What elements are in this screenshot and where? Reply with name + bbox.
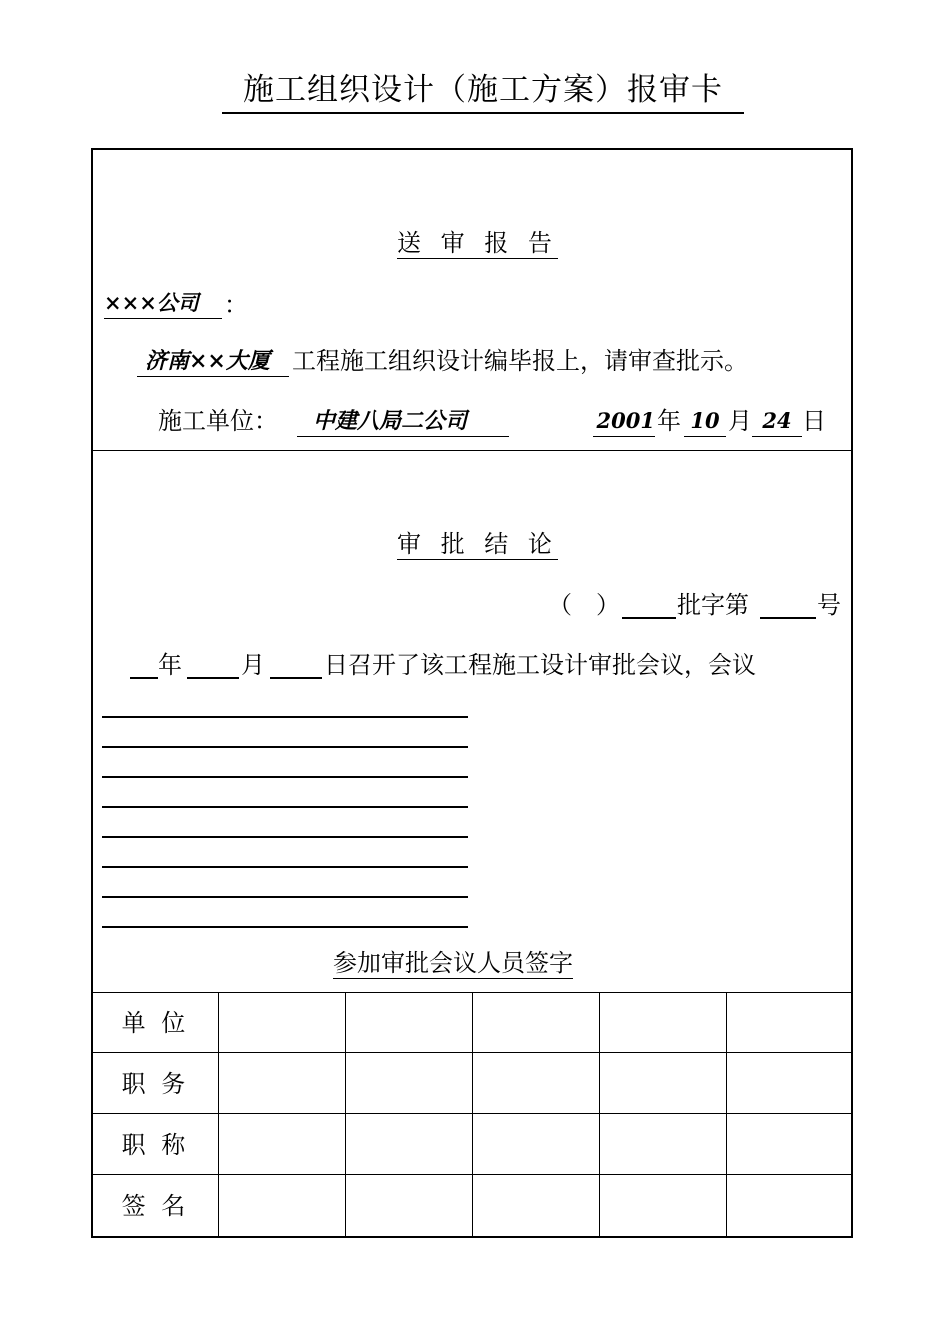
- meeting-year-blank[interactable]: [130, 677, 158, 679]
- conclusion-line[interactable]: [102, 866, 468, 868]
- approval-serial-blank[interactable]: [760, 617, 816, 619]
- conclusion-line[interactable]: [102, 896, 468, 898]
- row-label-unit: 单 位: [121, 1009, 190, 1037]
- row-label-signature: 签 名: [121, 1192, 190, 1220]
- approval-number-blank[interactable]: [622, 617, 676, 619]
- signature-table-col-divider: [345, 992, 346, 1236]
- signature-table-col-divider: [472, 992, 473, 1236]
- unit-value: 中建八局二公司: [297, 406, 509, 437]
- report-day: 24: [752, 406, 802, 437]
- project-name: 济南××大厦: [137, 346, 289, 377]
- report-body-text: 工程施工组织设计编毕报上，请审查批示。: [292, 347, 748, 375]
- report-day-label: 日: [802, 407, 826, 435]
- signatures-heading: 参加审批会议人员签字: [333, 949, 573, 977]
- report-year: 2001: [593, 406, 655, 437]
- meeting-month-blank[interactable]: [187, 677, 239, 679]
- recipient-company: ×××公司: [104, 288, 222, 319]
- conclusion-line[interactable]: [102, 776, 468, 778]
- approval-heading: 审 批 结 论: [397, 530, 558, 558]
- conclusion-line[interactable]: [102, 926, 468, 928]
- section-divider: [93, 450, 851, 451]
- approval-number-mid: 批字第: [677, 591, 749, 619]
- report-month: 10: [684, 406, 726, 437]
- conclusion-line[interactable]: [102, 806, 468, 808]
- report-month-label: 月: [728, 407, 752, 435]
- approval-number-open: （ ）: [548, 591, 620, 619]
- unit-label: 施工单位：: [158, 407, 278, 435]
- page-title: 施工组织设计（施工方案）报审卡: [222, 70, 744, 114]
- signature-table-col-divider: [218, 992, 219, 1236]
- signature-table-col-divider: [726, 992, 727, 1236]
- approval-number-end: 号: [817, 591, 841, 619]
- meeting-month-label: 月: [241, 651, 265, 679]
- conclusion-line[interactable]: [102, 716, 468, 718]
- conclusion-line[interactable]: [102, 836, 468, 838]
- meeting-year-label: 年: [158, 651, 182, 679]
- meeting-text: 日召开了该工程施工设计审批会议，会议: [324, 651, 756, 679]
- meeting-day-blank[interactable]: [270, 677, 322, 679]
- recipient-colon: ：: [224, 291, 248, 319]
- signature-table-col-divider: [599, 992, 600, 1236]
- row-label-title: 职 称: [121, 1131, 190, 1159]
- report-heading: 送 审 报 告: [397, 229, 558, 257]
- conclusion-line[interactable]: [102, 746, 468, 748]
- row-label-position: 职 务: [121, 1070, 190, 1098]
- report-year-label: 年: [657, 407, 681, 435]
